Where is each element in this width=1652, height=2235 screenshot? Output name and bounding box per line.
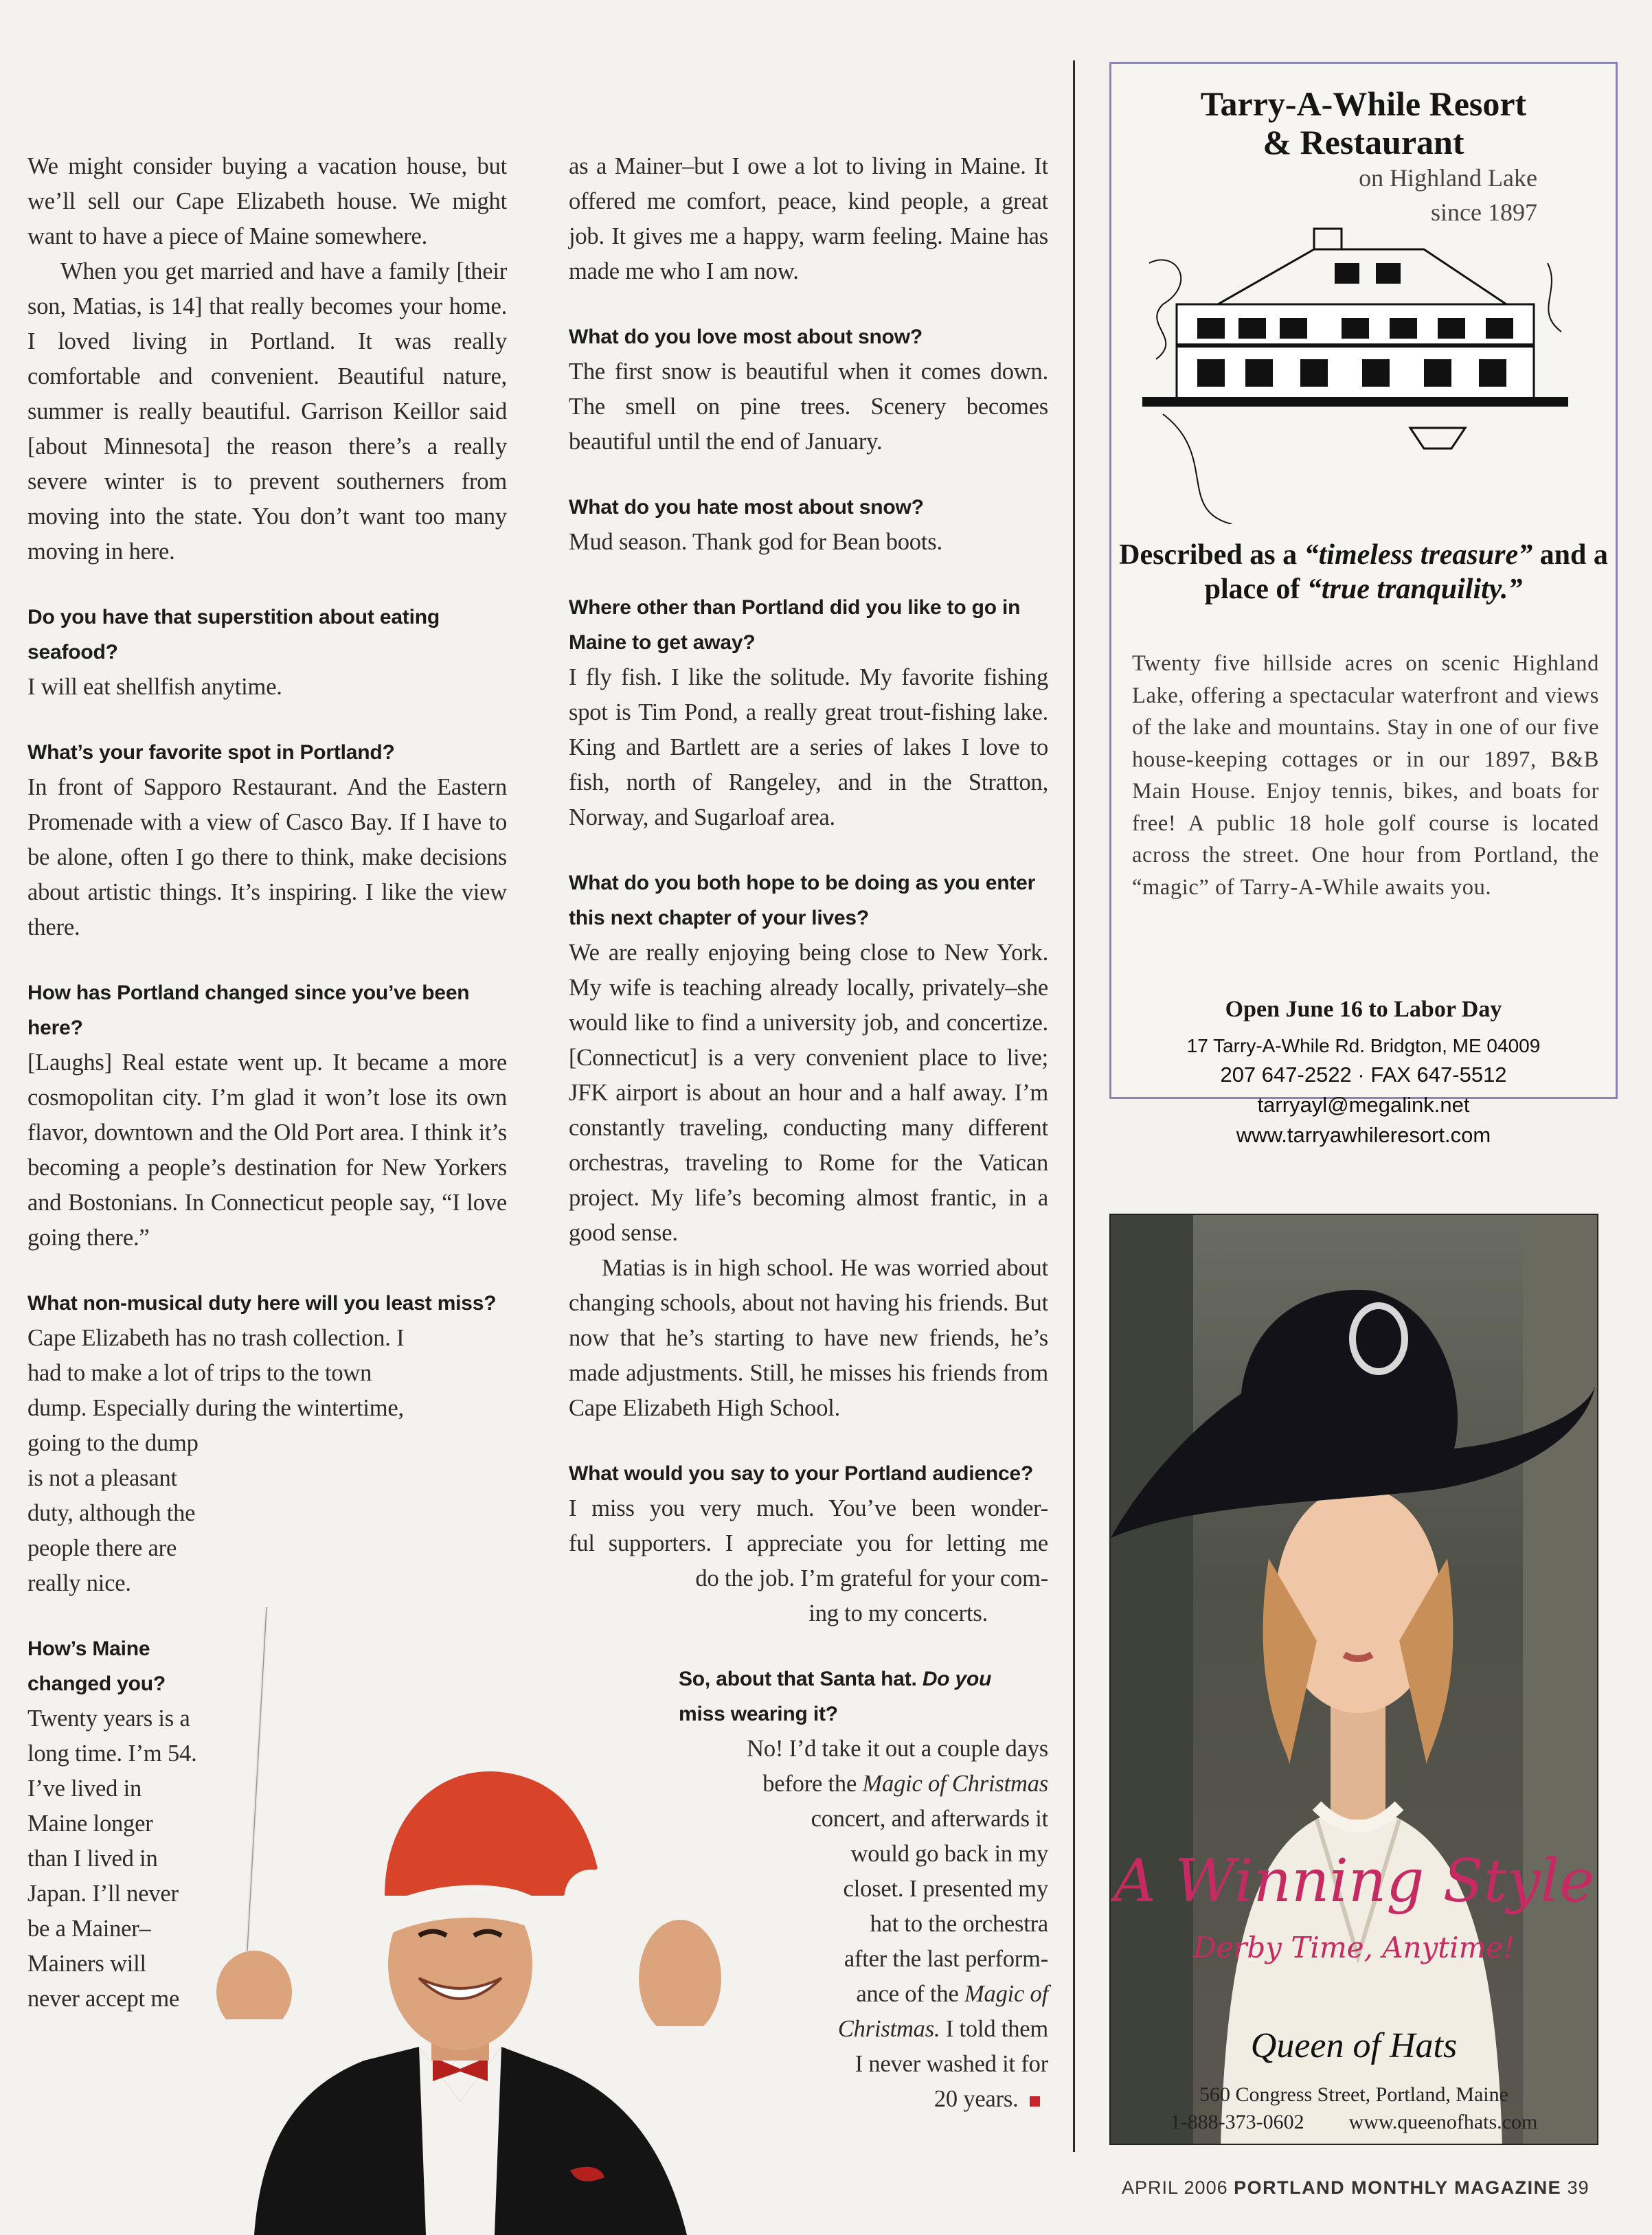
- santa-hat-pompom: [565, 1870, 617, 1922]
- article-paragraph: I fly fish. I like the solitude. My favorite fishing spot is Tim Pond, a really great trout-fishing lake. King and Bartlett are a series of lakes I love to fish, north of Rangeley, and in the Stratton, Norway, and Sugarloaf area.: [569, 664, 1048, 830]
- tagline-text: and a place of: [1204, 539, 1608, 605]
- article-paragraph: [Laughs] Real estate went up. It became a more cosmopolitan city. I’m glad it won’t lose its own flavor, downtown and the Old Port area. I think it’s becoming a people’s destination for New Yorkers and Bostonians. In Connecticut people say, “I love going there.”: [27, 1050, 507, 1251]
- article-paragraph: Mud season. Thank god for Bean boots.: [569, 529, 942, 555]
- text-line: than I lived in: [27, 1846, 158, 1872]
- ad-business-name: [1111, 84, 1616, 161]
- show-title: Magic of Christmas: [862, 1771, 1048, 1797]
- text-line: really nice.: [27, 1570, 131, 1596]
- ad-name-line: & Restaurant: [1263, 123, 1464, 161]
- question-text: So, about that Santa hat.: [679, 1668, 923, 1690]
- text-line: duty, although the: [27, 1500, 196, 1526]
- ad-address: 17 Tarry-A-While Rd. Bridgton, ME 04009: [1186, 1035, 1541, 1056]
- show-title: Magic of: [964, 1981, 1048, 2007]
- text-line: No! I’d take it out a couple days: [747, 1736, 1048, 1762]
- text-line: I’ve lived in: [27, 1775, 142, 1802]
- show-title: Christmas.: [837, 2016, 940, 2042]
- question-text: miss wearing it?: [679, 1703, 838, 1725]
- model-photo: [1111, 1215, 1598, 2145]
- ad-season: Open June 16 to Labor Day: [1225, 997, 1502, 1022]
- text-line: ful supporters. I appreciate you for letting me: [569, 1530, 1048, 1556]
- ad-phone: 207 647-2522 · FAX 647-5512: [1220, 1063, 1507, 1087]
- article-paragraph: as a Mainer–but I owe a lot to living in Maine. It offered me comfort, peace, kind people, a great job. It gives me a happy, warm feeling. Maine has made me who I am now.: [569, 153, 1048, 284]
- text-line: do the job. I’m grateful for your com-: [695, 1565, 1048, 1591]
- tagline-quote: “true tranquility.”: [1306, 574, 1523, 605]
- text-line: after the last perform-: [844, 1946, 1048, 1972]
- text-line: is not a pleasant: [27, 1465, 177, 1491]
- text-line: ing to my concerts.: [808, 1600, 988, 1626]
- page-number: 39: [1567, 2177, 1589, 2198]
- text-line: Cape Elizabeth has no trash collection. I: [27, 1325, 405, 1351]
- text-line: closet. I presented my: [843, 1876, 1048, 1902]
- text-line: people there are: [27, 1535, 177, 1561]
- ad-tagline: [1111, 538, 1616, 606]
- interview-question: What would you say to your Portland audience?: [569, 1462, 1034, 1485]
- text-line: be a Mainer–: [27, 1916, 151, 1942]
- magazine-name: PORTLAND MONTHLY MAGAZINE: [1234, 2177, 1562, 2198]
- text-line: I never washed it for: [855, 2051, 1048, 2077]
- interview-question: Do you have that superstition about eating seafood?: [27, 606, 440, 663]
- resort-building-drawing: [1135, 222, 1575, 524]
- page-footer: [1122, 2177, 1589, 2199]
- interview-question: What do you hate most about snow?: [569, 496, 924, 519]
- text-line: Maine longer: [27, 1811, 153, 1837]
- article-paragraph: We might consider buying a vacation house, but we’ll sell our Cape Elizabeth house. We might want to have a piece of Maine somewhere.: [27, 153, 507, 249]
- article-paragraph: When you get married and have a family [their son, Matias, is 14] that really becomes your home. I loved living in Portland. It was really comfortable and convenient. Beautiful nature, summer is really beautiful. Garrison Keillor said [about Minnesota] the reason there’s a really severe winter is to prevent southerners from moving into the state. You don’t want too many moving in here.: [27, 258, 507, 565]
- ad-contact: [1111, 1060, 1616, 1150]
- text-line: Mainers will: [27, 1951, 146, 1977]
- text-span: I told them: [940, 2016, 1048, 2042]
- interview-question: What do you both hope to be doing as you enter this next chapter of your lives?: [569, 872, 1036, 929]
- bow-tie: [433, 2057, 488, 2081]
- interview-question: What non-musical duty here will you least miss?: [27, 1292, 497, 1315]
- tagline-quote: “timeless treasure”: [1304, 539, 1533, 571]
- text-line: Japan. I’ll never: [27, 1881, 179, 1907]
- text-line: concert, and afterwards it: [811, 1806, 1048, 1832]
- ad-website: www.tarryawhileresort.com: [1236, 1123, 1491, 1147]
- end-mark-icon: [1030, 2096, 1040, 2107]
- interview-question: What’s your favorite spot in Portland?: [27, 741, 395, 764]
- text-line: long time. I’m 54.: [27, 1740, 197, 1767]
- conductor-photo: [213, 1607, 783, 2235]
- text-span: 20 years.: [934, 2086, 1019, 2112]
- question-line: changed you?: [27, 1672, 166, 1695]
- article-paragraph: I will eat shellfish anytime.: [27, 674, 282, 700]
- text-line: I miss you very much. You’ve been wonder-: [569, 1495, 1048, 1521]
- ad-description: Twenty five hillside acres on scenic Highland Lake, offering a spectacular waterfront and views of the lake and mountains. Stay in one of our five house-keeping cottages or in our 1897, B&B Main House. Enjoy tennis, bikes, and boats for free! A public 18 hole golf course is located across the street. One hour from Portland, the “magic” of Tarry-A-While awaits you.: [1132, 651, 1599, 900]
- interview-question: What do you love most about snow?: [569, 326, 923, 348]
- text-span: ance of the: [856, 1981, 964, 2007]
- ad-email: tarryayl@megalink.net: [1257, 1093, 1470, 1117]
- queen-of-hats-ad: [1109, 1214, 1598, 2145]
- ad-website: www.queenofhats.com: [1348, 2111, 1538, 2133]
- interview-question: Where other than Portland did you like to go in Maine to get away?: [569, 596, 1021, 654]
- text-line: would go back in my: [850, 1841, 1048, 1867]
- ad-address: 560 Congress Street, Portland, Maine: [1199, 2083, 1508, 2106]
- ad-brand-name: Queen of Hats: [1250, 2026, 1458, 2065]
- santa-hat: [385, 1771, 598, 1896]
- right-hand: [639, 1920, 721, 2037]
- ad-founded: since 1897: [1431, 198, 1537, 226]
- ad-subheadline: Derby Time, Anytime!: [1192, 1931, 1515, 1964]
- ad-headline: A Winning Style: [1113, 1847, 1595, 1916]
- text-line: had to make a lot of trips to the town: [27, 1360, 372, 1386]
- article-paragraph: We are really enjoying being close to New York. My wife is teaching already locally, privately–she would like to find a university job, and concertize. [Connecticut] is a very convenient place to live; JFK airport is about an hour and a half away. I’m constantly traveling, conducting many different orchestras, traveling to Rome for the Vatican project. My life’s becoming almost frantic, in a good sense.: [569, 940, 1048, 1246]
- ad-contact: [1111, 2109, 1597, 2135]
- ad-phone: 1-888-373-0602: [1170, 2111, 1304, 2133]
- tarry-a-while-ad: [1109, 62, 1618, 1147]
- text-line: going to the dump: [27, 1430, 199, 1456]
- wrapped-answer: [27, 1321, 507, 1601]
- text-span: before the: [762, 1771, 863, 1797]
- ad-name-line: Tarry-A-While Resort: [1200, 84, 1527, 123]
- text-line: dump. Especially during the wintertime,: [27, 1395, 404, 1421]
- shirt: [419, 2047, 501, 2235]
- tagline-text: Described as a: [1119, 539, 1304, 571]
- text-line: never accept me: [27, 1986, 180, 2012]
- interview-question: How has Portland changed since you’ve been here?: [27, 982, 470, 1039]
- column-divider: [1073, 60, 1075, 2152]
- question-line: How’s Maine: [27, 1637, 150, 1660]
- question-emphasis: Do you: [922, 1668, 992, 1690]
- issue-date: APRIL 2006: [1122, 2177, 1228, 2198]
- text-line: hat to the orchestra: [870, 1911, 1048, 1937]
- text-line: Twenty years is a: [27, 1705, 190, 1732]
- article-paragraph: The first snow is beautiful when it comes down. The smell on pine trees. Scenery becomes beautiful until the end of January.: [569, 359, 1048, 455]
- article-paragraph: Matias is in high school. He was worried about changing schools, about not having his friends. But now that he’s starting to have new friends, he’s made adjustments. Still, he misses his friends from Cape Elizabeth High School.: [569, 1255, 1048, 1421]
- ad-location: on Highland Lake: [1359, 164, 1537, 192]
- article-paragraph: In front of Sapporo Restaurant. And the Eastern Promenade with a view of Casco Bay. If I have to be alone, often I go there to think, make decisions about artistic things. It’s inspiring. I like the view there.: [27, 774, 507, 940]
